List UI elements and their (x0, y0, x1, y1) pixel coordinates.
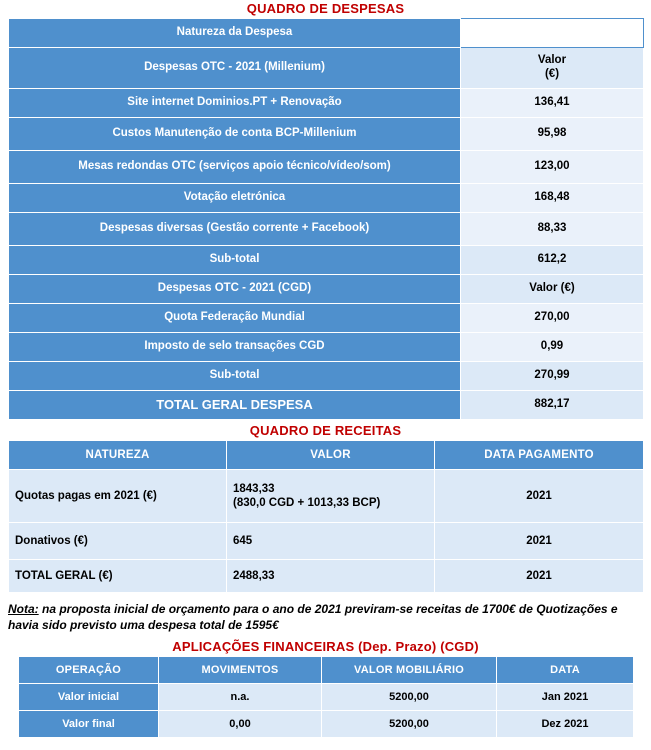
despesas-row-label: Votação eletrónica (9, 184, 461, 213)
table-row (9, 333, 644, 362)
aplicacoes-row-data: Dez 2021 (497, 711, 634, 738)
table-row (9, 213, 644, 246)
despesas-section1-label: Despesas OTC - 2021 (Millenium) (9, 48, 461, 89)
table-row (9, 391, 644, 420)
despesas-subtotal2-value: 270,99 (461, 362, 644, 391)
aplicacoes-row-operacao: Valor final (19, 711, 159, 738)
despesas-row-value: 136,41 (461, 89, 644, 118)
table-row (9, 151, 644, 184)
receitas-row-valor: 2488,33 (227, 560, 435, 593)
table-row (9, 118, 644, 151)
aplicacoes-col-data: DATA (497, 657, 634, 684)
receitas-row-natureza: TOTAL GERAL (€) (9, 560, 227, 593)
value-header-line2: (€) (544, 68, 560, 80)
table-row (9, 48, 644, 89)
receitas-row-data: 2021 (435, 523, 644, 560)
receitas-row-natureza: Quotas pagas em 2021 (€) (9, 470, 227, 523)
table-row (9, 246, 644, 275)
table-row (19, 684, 634, 711)
receitas-row-natureza: Donativos (€) (9, 523, 227, 560)
aplicacoes-row-valor: 5200,00 (322, 684, 497, 711)
receitas-row-data: 2021 (435, 470, 644, 523)
receitas-col-valor: VALOR (227, 441, 435, 470)
table-row (9, 523, 644, 560)
despesas-header-natureza: Natureza da Despesa (9, 19, 461, 48)
table-row (9, 362, 644, 391)
receitas-col-data: DATA PAGAMENTO (435, 441, 644, 470)
despesas-row-label: Imposto de selo transações CGD (9, 333, 461, 362)
table-row (9, 275, 644, 304)
despesas-subtotal1-label: Sub-total (9, 246, 461, 275)
valor-line2: (830,0 CGD + 1013,33 BCP) (233, 497, 381, 509)
despesas-subtotal2-label: Sub-total (9, 362, 461, 391)
despesas-section2-value-header: Valor (€) (461, 275, 644, 304)
aplicacoes-col-valor: VALOR MOBILIÁRIO (322, 657, 497, 684)
aplicacoes-row-movimentos: 0,00 (159, 711, 322, 738)
table-row (9, 89, 644, 118)
valor-line1: 1843,33 (233, 482, 275, 495)
table-row (9, 304, 644, 333)
despesas-row-label: Mesas redondas OTC (serviços apoio técnico/vídeo/som) (9, 151, 461, 184)
aplicacoes-row-data: Jan 2021 (497, 684, 634, 711)
receitas-title: QUADRO DE RECEITAS (249, 423, 402, 438)
receitas-col-natureza: NATUREZA (9, 441, 227, 470)
despesas-row-value: 0,99 (461, 333, 644, 362)
despesas-row-label: Custos Manutenção de conta BCP-Millenium (9, 118, 461, 151)
despesas-header-blank (461, 19, 644, 48)
despesas-row-label: Quota Federação Mundial (9, 304, 461, 333)
nota-prefix: Nota: (8, 602, 39, 616)
receitas-row-valor: 645 (227, 523, 435, 560)
table-row (9, 19, 644, 48)
despesas-title: QUADRO DE DESPESAS (246, 1, 405, 16)
aplicacoes-row-movimentos: n.a. (159, 684, 322, 711)
table-row (9, 560, 644, 593)
aplicacoes-col-movimentos: MOVIMENTOS (159, 657, 322, 684)
despesas-row-value: 270,00 (461, 304, 644, 333)
nota-paragraph (8, 601, 643, 633)
receitas-row-data: 2021 (435, 560, 644, 593)
despesas-value-header (461, 48, 644, 89)
receitas-table (8, 440, 644, 593)
despesas-row-label: Site internet Dominios.PT + Renovação (9, 89, 461, 118)
despesas-row-value: 123,00 (461, 151, 644, 184)
despesas-total-label: TOTAL GERAL DESPESA (9, 391, 461, 420)
aplicacoes-row-operacao: Valor inicial (19, 684, 159, 711)
despesas-row-value: 168,48 (461, 184, 644, 213)
table-row (19, 711, 634, 738)
table-row (9, 184, 644, 213)
despesas-table (8, 18, 644, 420)
despesas-row-label: Despesas diversas (Gestão corrente + Facebook) (9, 213, 461, 246)
aplicacoes-header-row (19, 657, 634, 684)
receitas-row-valor (227, 470, 435, 523)
aplicacoes-col-operacao: OPERAÇÃO (19, 657, 159, 684)
aplicacoes-title: APLICAÇÕES FINANCEIRAS (Dep. Prazo) (CGD) (172, 639, 479, 655)
value-header-line1: Valor (537, 54, 567, 67)
receitas-header-row (9, 441, 644, 470)
despesas-row-value: 88,33 (461, 213, 644, 246)
despesas-subtotal1-value: 612,2 (461, 246, 644, 275)
despesas-total-value: 882,17 (461, 391, 644, 420)
aplicacoes-table (18, 656, 634, 738)
nota-text: na proposta inicial de orçamento para o ano de 2021 previram-se receitas de 1700€ de Quotizações e havia sido previsto uma despesa total de 1595€ (8, 602, 618, 633)
table-row (9, 470, 644, 523)
despesas-row-value: 95,98 (461, 118, 644, 151)
despesas-section2-label: Despesas OTC - 2021 (CGD) (9, 275, 461, 304)
aplicacoes-row-valor: 5200,00 (322, 711, 497, 738)
